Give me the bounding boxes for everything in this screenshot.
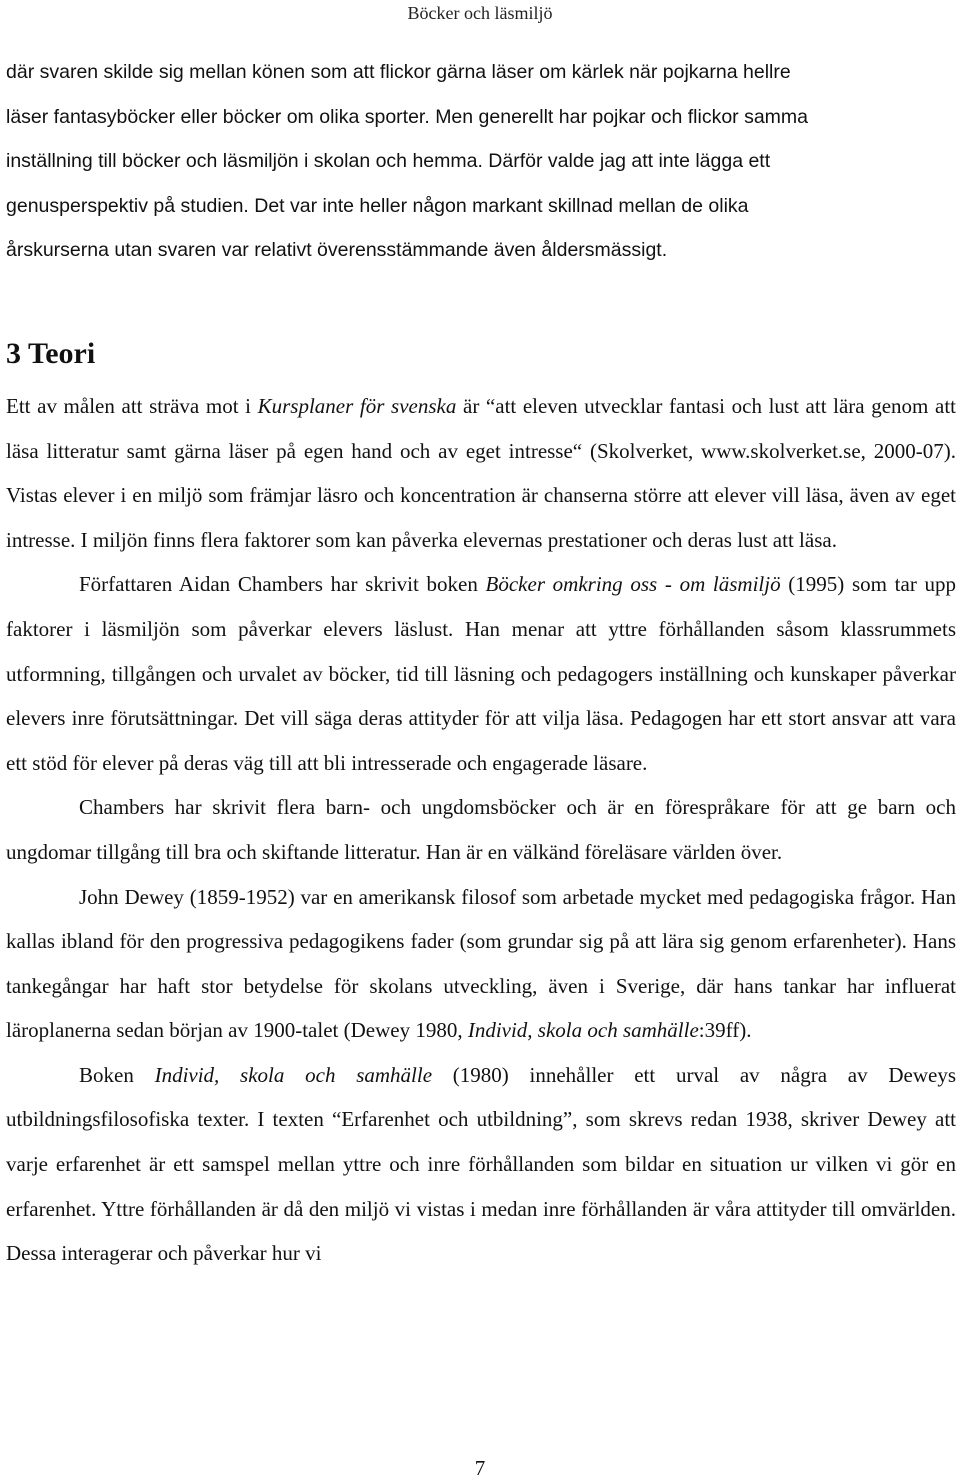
page-body — [6, 50, 956, 1276]
page-number: 7 — [474, 1456, 486, 1480]
paragraph-goals — [6, 384, 956, 562]
running-header: Böcker och läsmiljö — [407, 3, 553, 23]
paragraph-dewey-book — [6, 1053, 956, 1276]
paragraph-chambers-text-a: Författaren Aidan Chambers har skrivit boken — [79, 572, 486, 597]
intro-line-5: årskurserna utan svaren var relativt överensstämmande även åldersmässigt. — [6, 239, 668, 262]
intro-line-4: genusperspektiv på studien. Det var inte heller någon markant skillnad mellan de olika — [6, 194, 749, 217]
paragraph-dewey-text-c: :39ff). — [698, 1018, 752, 1043]
paragraph-goals-text-c: är “att eleven utvecklar fantasi och lust att lära genom att läsa litteratur samt gärna läser på egen hand och av eget intresse“ (Skolverket, www.skolverket.se, 2000-07). Vistas elever i en miljö som främjar läsro och koncentration är chanserna större att elever vill läsa, även av eget intresse. I miljön finns flera faktorer som kan påverka elevernas prestationer och deras lust att läsa. — [6, 393, 957, 552]
paragraph-goals-text-a: Ett av målen att sträva mot i — [6, 393, 258, 418]
intro-line-1: där svaren skilde sig mellan könen som att flickor gärna läser om kärlek när pojkarna hellre — [6, 61, 791, 83]
intro-paragraph — [6, 50, 956, 273]
paragraph-goals-title: Kursplaner för svenska — [257, 393, 457, 418]
paragraph-dewey-book-text-c: (1980) innehåller ett urval av några av Deweys utbildningsfilosofiska texter. I texten “Erfarenhet och utbildning”, som skrevs redan 1938, skriver Dewey att varje erfarenhet är ett samspel mellan yttre och inre förhållanden som bildar en situation ur vilken vi gör en erfarenhet. Yttre förhållanden är då den miljö vi vistas i medan inre förhållanden är våra attityder till omvärlden. Dessa interagerar och påverkar hur vi — [6, 1062, 956, 1266]
paragraph-chambers-title: Böcker omkring oss - om läsmiljö — [485, 572, 781, 597]
paragraph-chambers-bio-text: Chambers har skrivit flera barn- och ungdomsböcker och är en förespråkare för att ge barn och ungdomar tillgång till bra och skiftande litteratur. Han är en välkänd föreläsare världen över. — [6, 795, 956, 864]
intro-line-2: läser fantasyböcker eller böcker om olika sporter. Men generellt har pojkar och flickor samma — [6, 105, 809, 128]
paragraph-dewey-title: Individ, skola och samhälle — [467, 1018, 699, 1043]
paragraph-dewey-text-a: John Dewey (1859-1952) var en amerikansk filosof som arbetade mycket med pedagogiska frågor. Han kallas ibland för den progressiva pedagogikens fader (som grundar sig på att lära sig genom erfarenheter). Hans tankegångar har haft stor betydelse för skolans utveckling, även i Sverige, där hans tankar har influerat läroplanerna sedan början av 1900-talet (Dewey 1980, — [6, 884, 956, 1043]
section-heading: 3 Teori — [6, 336, 96, 370]
paragraph-chambers-bio — [6, 785, 956, 874]
paragraph-dewey-book-title: Individ, skola och samhälle — [154, 1062, 433, 1087]
paragraph-chambers — [6, 562, 956, 785]
intro-line-3: inställning till böcker och läsmiljön i skolan och hemma. Därför valde jag att inte lägga ett — [6, 150, 771, 173]
paragraph-dewey — [6, 875, 956, 1053]
paragraph-dewey-book-text-a: Boken — [79, 1062, 155, 1087]
paragraph-chambers-text-c: (1995) som tar upp faktorer i läsmiljön som påverkar elevers läslust. Han menar att yttre förhållanden såsom klassrummets utformning, tillgången och urvalet av böcker, tid till läsning och pedagogers inställning och kunskaper påverkar elevers inre förutsättningar. Det vill säga deras attityder för att vilja läsa. Pedagogen har ett stort ansvar att vara ett stöd för elever på deras väg till att bli intresserade och engagerade läsare. — [6, 572, 956, 775]
